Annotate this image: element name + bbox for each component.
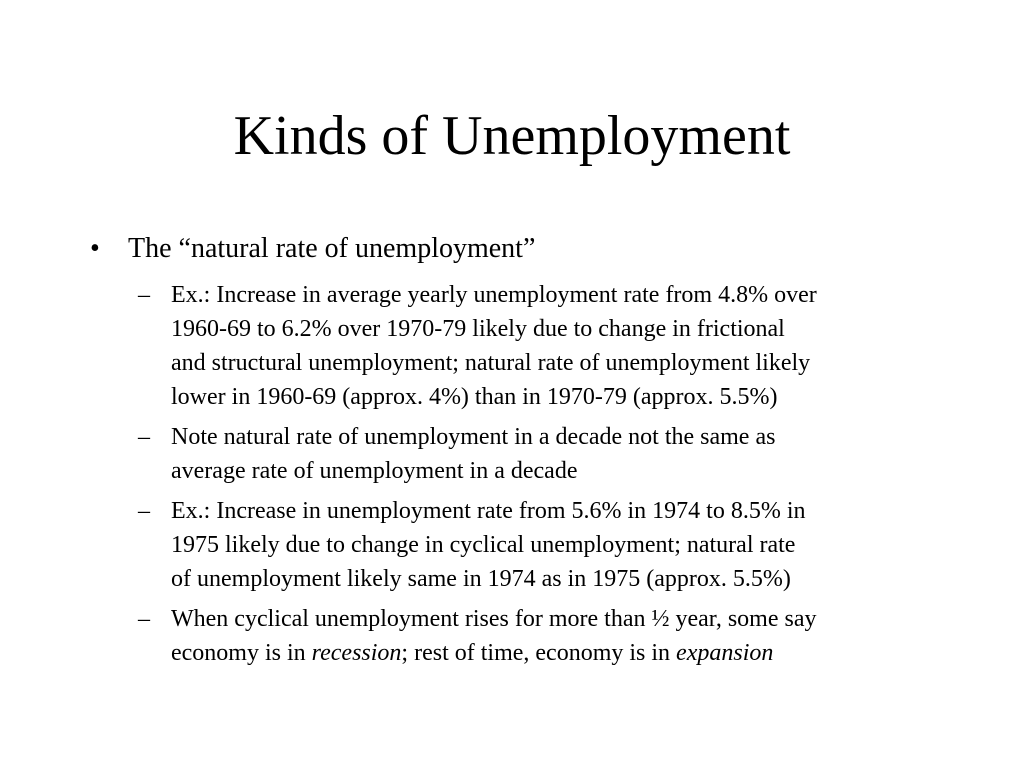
sub-bullet-4-line-1: When cyclical unemployment rises for more than ½ year, some say	[171, 606, 817, 632]
sub-bullet-4-text-a: economy is in	[171, 640, 312, 666]
expansion-term: expansion	[676, 640, 774, 666]
sub-bullet-4	[138, 602, 958, 670]
recession-term: recession	[311, 640, 402, 666]
sub-bullet-4-line-2	[171, 636, 958, 670]
sub-bullet-2-line-2: average rate of unemployment in a decade	[171, 458, 578, 484]
sub-bullet-1-line-3: and structural unemployment; natural rate of unemployment likely	[171, 350, 811, 376]
dash-marker: –	[138, 282, 150, 308]
sub-bullet-list	[138, 278, 958, 676]
sub-bullet-3-line-1: Ex.: Increase in unemployment rate from 5.6% in 1974 to 8.5% in	[171, 498, 806, 524]
bullet-marker: •	[90, 233, 100, 264]
sub-bullet-4-text-b: ; rest of time, economy is in	[401, 640, 677, 666]
sub-bullet-3-line-3: of unemployment likely same in 1974 as in 1975 (approx. 5.5%)	[171, 566, 791, 592]
dash-marker: –	[138, 498, 150, 524]
sub-bullet-2	[138, 420, 958, 488]
slide-title: Kinds of Unemployment	[233, 105, 791, 167]
sub-bullet-1	[138, 278, 958, 414]
sub-bullet-3	[138, 494, 958, 596]
main-bullet-text: The “natural rate of unemployment”	[128, 233, 536, 264]
sub-bullet-1-line-1: Ex.: Increase in average yearly unemployment rate from 4.8% over	[171, 282, 817, 308]
sub-bullet-1-line-2: 1960-69 to 6.2% over 1970-79 likely due to change in frictional	[171, 316, 785, 342]
sub-bullet-3-line-2: 1975 likely due to change in cyclical unemployment; natural rate	[171, 532, 796, 558]
sub-bullet-2-line-1: Note natural rate of unemployment in a decade not the same as	[171, 424, 776, 450]
dash-marker: –	[138, 606, 150, 632]
sub-bullet-1-line-4: lower in 1960-69 (approx. 4%) than in 1970-79 (approx. 5.5%)	[171, 384, 778, 410]
dash-marker: –	[138, 424, 150, 450]
